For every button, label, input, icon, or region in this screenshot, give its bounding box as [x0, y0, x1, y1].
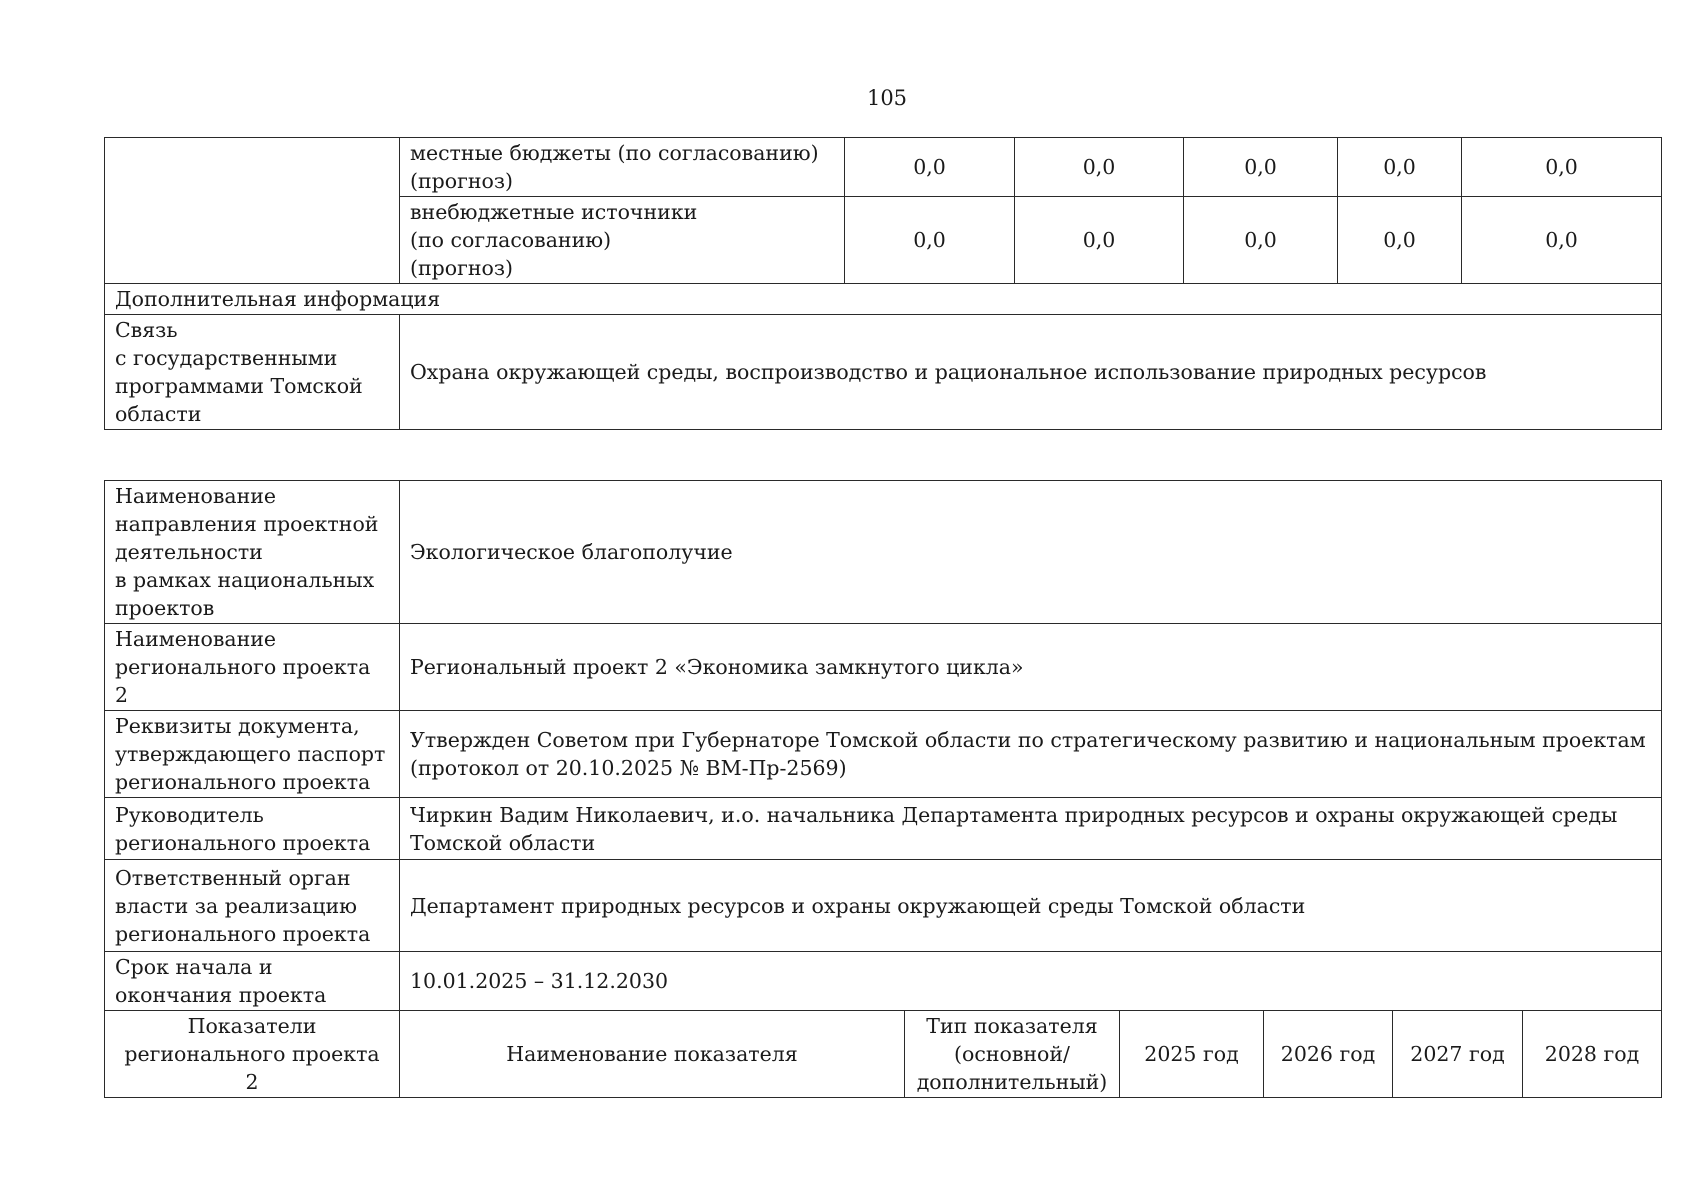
value-cell: 0,0 [1462, 197, 1662, 284]
value-cell: 0,0 [1338, 138, 1462, 197]
row-value: Департамент природных ресурсов и охраны окружающей среды Томской области [400, 860, 1662, 952]
table-row [105, 711, 1662, 798]
table-row [105, 138, 1662, 197]
page-number: 105 [866, 86, 908, 110]
indicators-header-row [105, 1011, 1662, 1098]
table-row [105, 798, 1662, 860]
year-header: 2026 год [1264, 1011, 1393, 1098]
row-value: Региональный проект 2 «Экономика замкнутого цикла» [400, 624, 1662, 711]
row-value: 10.01.2025 – 31.12.2030 [400, 952, 1662, 1011]
row-label: Наименование направления проектной деятельности в рамках национальных проектов [105, 481, 400, 624]
indicator-type-header: Тип показателя (основной/ дополнительный) [905, 1011, 1120, 1098]
indicator-name-header: Наименование показателя [400, 1011, 905, 1098]
project-passport-table [104, 480, 1662, 1098]
additional-info-heading: Дополнительная информация [105, 284, 1662, 315]
table-row [105, 624, 1662, 711]
table-row [105, 481, 1662, 624]
value-cell: 0,0 [1184, 197, 1338, 284]
financing-table [104, 137, 1662, 430]
table-row [105, 284, 1662, 315]
table-row [105, 860, 1662, 952]
link-value: Охрана окружающей среды, воспроизводство и рациональное использование природных ресурсов [400, 315, 1662, 430]
row-value: Чиркин Вадим Николаевич, и.о. начальника Департамента природных ресурсов и охраны окружающей среды Томской области [400, 798, 1662, 860]
link-label: Связь с государственными программами Томской области [105, 315, 400, 430]
row-value: Утвержден Советом при Губернаторе Томской области по стратегическому развитию и национальным проектам (протокол от 20.10.2025 № ВМ-Пр-2569) [400, 711, 1662, 798]
row-value: Экологическое благополучие [400, 481, 1662, 624]
row-label: Срок начала и окончания проекта [105, 952, 400, 1011]
value-cell: 0,0 [1184, 138, 1338, 197]
table-row [105, 952, 1662, 1011]
value-cell: 0,0 [1462, 138, 1662, 197]
value-cell: 0,0 [845, 197, 1015, 284]
year-header: 2028 год [1523, 1011, 1662, 1098]
row-label: Реквизиты документа, утверждающего паспорт регионального проекта [105, 711, 400, 798]
source-label: местные бюджеты (по согласованию) (прогноз) [400, 138, 845, 197]
indicators-label: Показатели регионального проекта 2 [105, 1011, 400, 1098]
value-cell: 0,0 [1338, 197, 1462, 284]
row-label: Руководитель регионального проекта [105, 798, 400, 860]
row-label: Наименование регионального проекта 2 [105, 624, 400, 711]
empty-cell [105, 138, 400, 284]
source-label: внебюджетные источники (по согласованию) (прогноз) [400, 197, 845, 284]
row-label: Ответственный орган власти за реализацию регионального проекта [105, 860, 400, 952]
table-row [105, 315, 1662, 430]
value-cell: 0,0 [845, 138, 1015, 197]
value-cell: 0,0 [1015, 138, 1184, 197]
value-cell: 0,0 [1015, 197, 1184, 284]
year-header: 2027 год [1393, 1011, 1523, 1098]
year-header: 2025 год [1120, 1011, 1264, 1098]
